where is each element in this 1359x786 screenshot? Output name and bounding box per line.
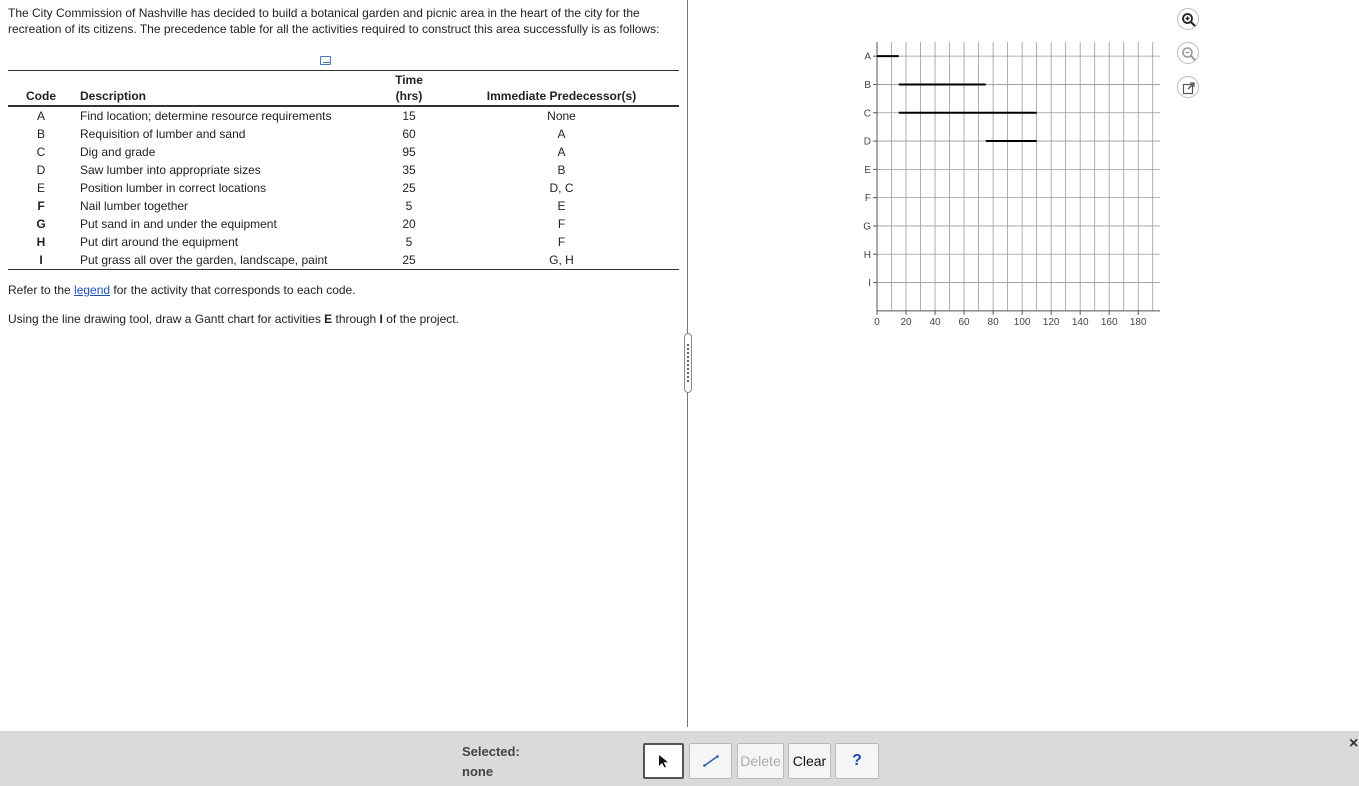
pane-resize-handle[interactable] xyxy=(684,333,692,393)
legend-reference xyxy=(8,283,356,297)
x-tick-label: 100 xyxy=(1013,316,1031,328)
clear-button[interactable]: Clear xyxy=(788,743,831,779)
instruction-prefix: Using the line drawing tool, draw a Gantt chart for activities xyxy=(8,312,325,326)
bottom-toolbar xyxy=(0,731,1359,786)
row-description: Find location; determine resource requirements xyxy=(80,109,332,123)
header-code: Code xyxy=(26,89,56,103)
table-row xyxy=(8,215,679,233)
line-tool-button[interactable] xyxy=(689,743,732,779)
problem-intro: The City Commission of Nashville has decided to build a botanical garden and picnic area in the heart of the city for the recreation of its citizens. The precedence table for all the activities required to construct this area successfully is as follows: xyxy=(8,6,660,36)
row-predecessors: A xyxy=(557,127,566,141)
x-tick-label: 120 xyxy=(1042,316,1060,328)
selected-label: Selected: xyxy=(462,744,520,759)
y-tick-label: D xyxy=(863,136,871,148)
table-row xyxy=(8,106,679,125)
y-tick-label: E xyxy=(864,164,871,176)
delete-button[interactable]: Delete xyxy=(737,743,784,779)
zoom-in-icon[interactable] xyxy=(1177,8,1199,30)
x-tick-label: 60 xyxy=(958,316,970,328)
x-tick-label: 80 xyxy=(987,316,999,328)
row-code: B xyxy=(36,127,45,141)
row-predecessors: D, C xyxy=(549,181,574,195)
x-tick-label: 0 xyxy=(874,316,880,328)
table-row xyxy=(8,179,679,197)
instruction-mid: through xyxy=(332,312,380,326)
header-time-line2: (hrs) xyxy=(395,89,423,103)
row-time: 60 xyxy=(402,127,416,141)
close-icon[interactable]: × xyxy=(1349,735,1359,752)
table-row xyxy=(8,143,679,161)
row-predecessors: F xyxy=(557,235,566,249)
header-predecessors: Immediate Predecessor(s) xyxy=(486,89,637,103)
row-code: D xyxy=(36,163,46,177)
row-description: Saw lumber into appropriate sizes xyxy=(80,163,261,177)
y-tick-label: C xyxy=(863,108,871,120)
y-tick-label: A xyxy=(864,51,871,63)
row-description: Put grass all over the garden, landscape, paint xyxy=(80,253,328,267)
popout-icon[interactable] xyxy=(1177,76,1199,98)
row-time: 35 xyxy=(402,163,416,177)
refer-suffix: for the activity that corresponds to each code. xyxy=(110,283,356,297)
header-description: Description xyxy=(80,89,147,103)
x-tick-label: 180 xyxy=(1129,316,1147,328)
table-copy-icon[interactable] xyxy=(320,56,331,65)
gantt-graph[interactable] xyxy=(860,30,1170,330)
row-code: G xyxy=(36,217,46,231)
table-row xyxy=(8,197,679,215)
table-header-row xyxy=(8,71,679,107)
instruction-suffix: of the project. xyxy=(382,312,459,326)
row-time: 20 xyxy=(402,217,416,231)
row-time: 5 xyxy=(405,199,413,213)
y-tick-label: B xyxy=(864,79,871,91)
row-code: E xyxy=(36,181,45,195)
x-tick-label: 140 xyxy=(1071,316,1089,328)
help-button[interactable]: ? xyxy=(835,743,879,779)
x-tick-label: 160 xyxy=(1100,316,1118,328)
precedence-table xyxy=(8,70,679,270)
table-row xyxy=(8,233,679,251)
row-predecessors: B xyxy=(557,163,566,177)
x-tick-label: 20 xyxy=(900,316,912,328)
row-time: 95 xyxy=(402,145,416,159)
row-predecessors: F xyxy=(557,217,566,231)
pointer-arrow-icon xyxy=(658,754,670,768)
row-predecessors: None xyxy=(547,109,576,123)
row-time: 25 xyxy=(402,181,416,195)
row-description: Nail lumber together xyxy=(80,199,189,213)
x-tick-label: 40 xyxy=(929,316,941,328)
instruction-e: E xyxy=(324,312,333,326)
row-code: A xyxy=(36,109,45,123)
row-time: 15 xyxy=(402,109,416,123)
row-code: C xyxy=(36,145,46,159)
row-description: Position lumber in correct locations xyxy=(80,181,267,195)
y-tick-label: G xyxy=(863,221,871,233)
zoom-out-icon[interactable] xyxy=(1177,42,1199,64)
header-time xyxy=(374,71,444,107)
header-time-line1: Time xyxy=(395,73,423,87)
y-tick-label: H xyxy=(863,249,871,261)
row-predecessors: E xyxy=(557,199,566,213)
line-tool-icon xyxy=(702,754,720,768)
pointer-tool-button[interactable] xyxy=(643,743,684,779)
row-description: Put dirt around the equipment xyxy=(80,235,239,249)
row-code: I xyxy=(39,253,43,267)
table-row xyxy=(8,125,679,143)
legend-link[interactable]: legend xyxy=(74,283,111,297)
row-time: 5 xyxy=(405,235,413,249)
question-pane xyxy=(0,0,686,730)
table-row xyxy=(8,251,679,270)
row-code: H xyxy=(36,235,46,249)
y-tick-label: F xyxy=(864,193,871,205)
selected-value: none xyxy=(462,764,494,779)
row-description: Requisition of lumber and sand xyxy=(80,127,246,141)
row-predecessors: A xyxy=(557,145,566,159)
row-description: Put sand in and under the equipment xyxy=(80,217,277,231)
row-code: F xyxy=(37,199,45,213)
instruction-text xyxy=(8,312,459,326)
y-tick-label: I xyxy=(868,278,871,290)
row-time: 25 xyxy=(402,253,416,267)
table-row xyxy=(8,161,679,179)
instruction-i: I xyxy=(379,312,383,326)
refer-prefix: Refer to the xyxy=(8,283,75,297)
row-predecessors: G, H xyxy=(549,253,574,267)
row-description: Dig and grade xyxy=(80,145,156,159)
